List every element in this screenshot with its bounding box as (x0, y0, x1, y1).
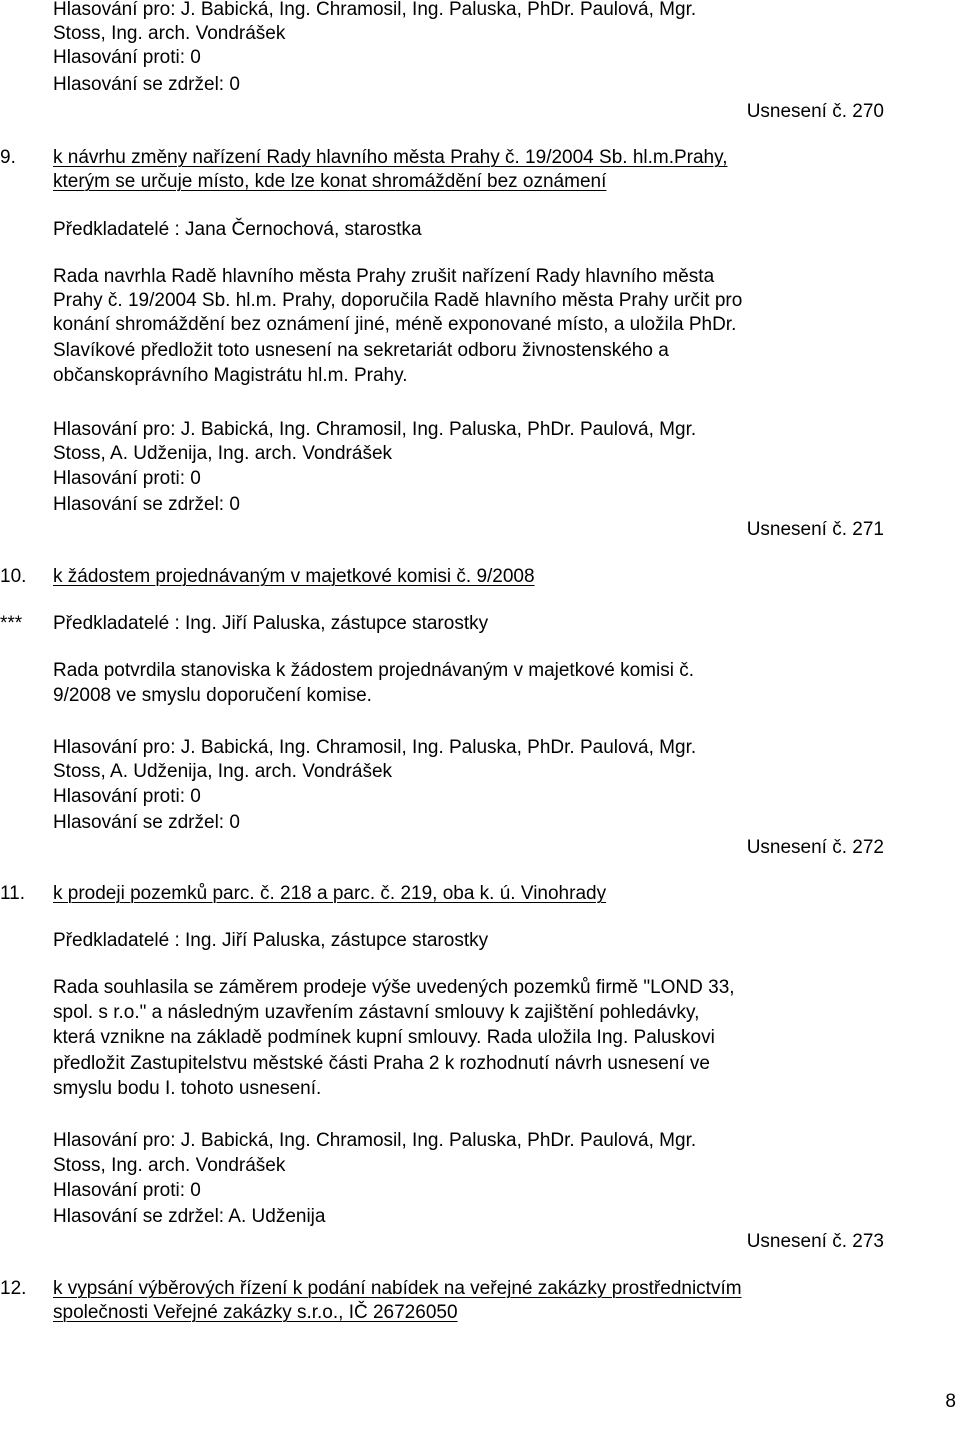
item-number: 9. (0, 147, 16, 168)
body-line: předložit Zastupitelstvu městské části Praha 2 k rozhodnutí návrh usnesení ve (53, 1053, 710, 1074)
vote-against: Hlasování proti: 0 (53, 468, 201, 489)
body-line: Rada potvrdila stanoviska k žádostem projednávaným v majetkové komisi č. (53, 660, 695, 681)
body-line: konání shromáždění bez oznámení jiné, méně exponované místo, a uložila PhDr. (53, 314, 737, 335)
vote-for-line-2: Stoss, A. Udženija, Ing. arch. Vondrášek (53, 761, 393, 782)
vote-for-line-2: Stoss, A. Udženija, Ing. arch. Vondrášek (53, 443, 393, 464)
item-title: k žádostem projednávaným v majetkové komisi č. 9/2008 (53, 566, 535, 587)
vote-for-line-1: Hlasování pro: J. Babická, Ing. Chramosil, Ing. Paluska, PhDr. Paulová, Mgr. (53, 419, 697, 440)
item-number: 10. (0, 566, 27, 587)
body-line: spol. s r.o." a následným uzavřením zástavní smlouvy k zajištění pohledávky, (53, 1002, 700, 1023)
vote-for-line-1: Hlasování pro: J. Babická, Ing. Chramosil, Ing. Paluska, PhDr. Paulová, Mgr. (53, 1130, 697, 1151)
item-number: 11. (0, 883, 26, 904)
body-line: Prahy č. 19/2004 Sb. hl.m. Prahy, doporučila Radě hlavního města Prahy určit pro (53, 290, 743, 311)
body-line: 9/2008 ve smyslu doporučení komise. (53, 685, 372, 706)
item-title-line-1: k návrhu změny nařízení Rady hlavního města Prahy č. 19/2004 Sb. hl.m.Prahy, (53, 147, 728, 168)
vote-for-line-2: Stoss, Ing. arch. Vondrášek (53, 23, 286, 44)
vote-for-line-2: Stoss, Ing. arch. Vondrášek (53, 1155, 286, 1176)
body-line: smyslu bodu I. tohoto usnesení. (53, 1078, 322, 1099)
presenter: Předkladatelé : Ing. Jiří Paluska, zástupce starostky (53, 613, 489, 634)
vote-abstain: Hlasování se zdržel: 0 (53, 74, 240, 95)
vote-against: Hlasování proti: 0 (53, 786, 201, 807)
vote-for-line-1: Hlasování pro: J. Babická, Ing. Chramosil, Ing. Paluska, PhDr. Paulová, Mgr. (53, 737, 697, 758)
resolution-number: Usnesení č. 271 (746, 519, 884, 540)
vote-abstain: Hlasování se zdržel: 0 (53, 494, 240, 515)
vote-abstain: Hlasování se zdržel: A. Udženija (53, 1206, 326, 1227)
body-line: která vznikne na základě podmínek kupní smlouvy. Rada uložila Ing. Paluskovi (53, 1027, 715, 1048)
vote-against: Hlasování proti: 0 (53, 1180, 201, 1201)
vote-abstain: Hlasování se zdržel: 0 (53, 812, 240, 833)
presenter: Předkladatelé : Ing. Jiří Paluska, zástupce starostky (53, 930, 489, 951)
body-line: Rada souhlasila se záměrem prodeje výše uvedených pozemků firmě "LOND 33, (53, 977, 735, 998)
body-line: Rada navrhla Radě hlavního města Prahy zrušit nařízení Rady hlavního města (53, 266, 715, 287)
vote-for-line-1: Hlasování pro: J. Babická, Ing. Chramosil, Ing. Paluska, PhDr. Paulová, Mgr. (53, 0, 697, 20)
resolution-number: Usnesení č. 270 (746, 101, 884, 122)
resolution-number: Usnesení č. 273 (746, 1231, 884, 1252)
page-number: 8 (945, 1391, 956, 1412)
item-title: k prodeji pozemků parc. č. 218 a parc. č. 219, oba k. ú. Vinohrady (53, 883, 607, 904)
body-line: Slavíkové předložit toto usnesení na sekretariát odboru živnostenského a (53, 340, 669, 361)
resolution-number: Usnesení č. 272 (746, 837, 884, 858)
presenter: Předkladatelé : Jana Černochová, starostka (53, 219, 422, 240)
item-title-line-2: společnosti Veřejné zakázky s.r.o., IČ 26726050 (53, 1302, 458, 1323)
item-title-line-2: kterým se určuje místo, kde lze konat shromáždění bez oznámení (53, 171, 607, 192)
item-number: 12. (0, 1278, 27, 1299)
item-title-line-1: k vypsání výběrových řízení k podání nabídek na veřejné zakázky prostřednictvím (53, 1278, 742, 1299)
body-line: občanskoprávního Magistrátu hl.m. Prahy. (53, 365, 408, 386)
vote-against: Hlasování proti: 0 (53, 47, 201, 68)
item-marker: *** (0, 613, 23, 634)
